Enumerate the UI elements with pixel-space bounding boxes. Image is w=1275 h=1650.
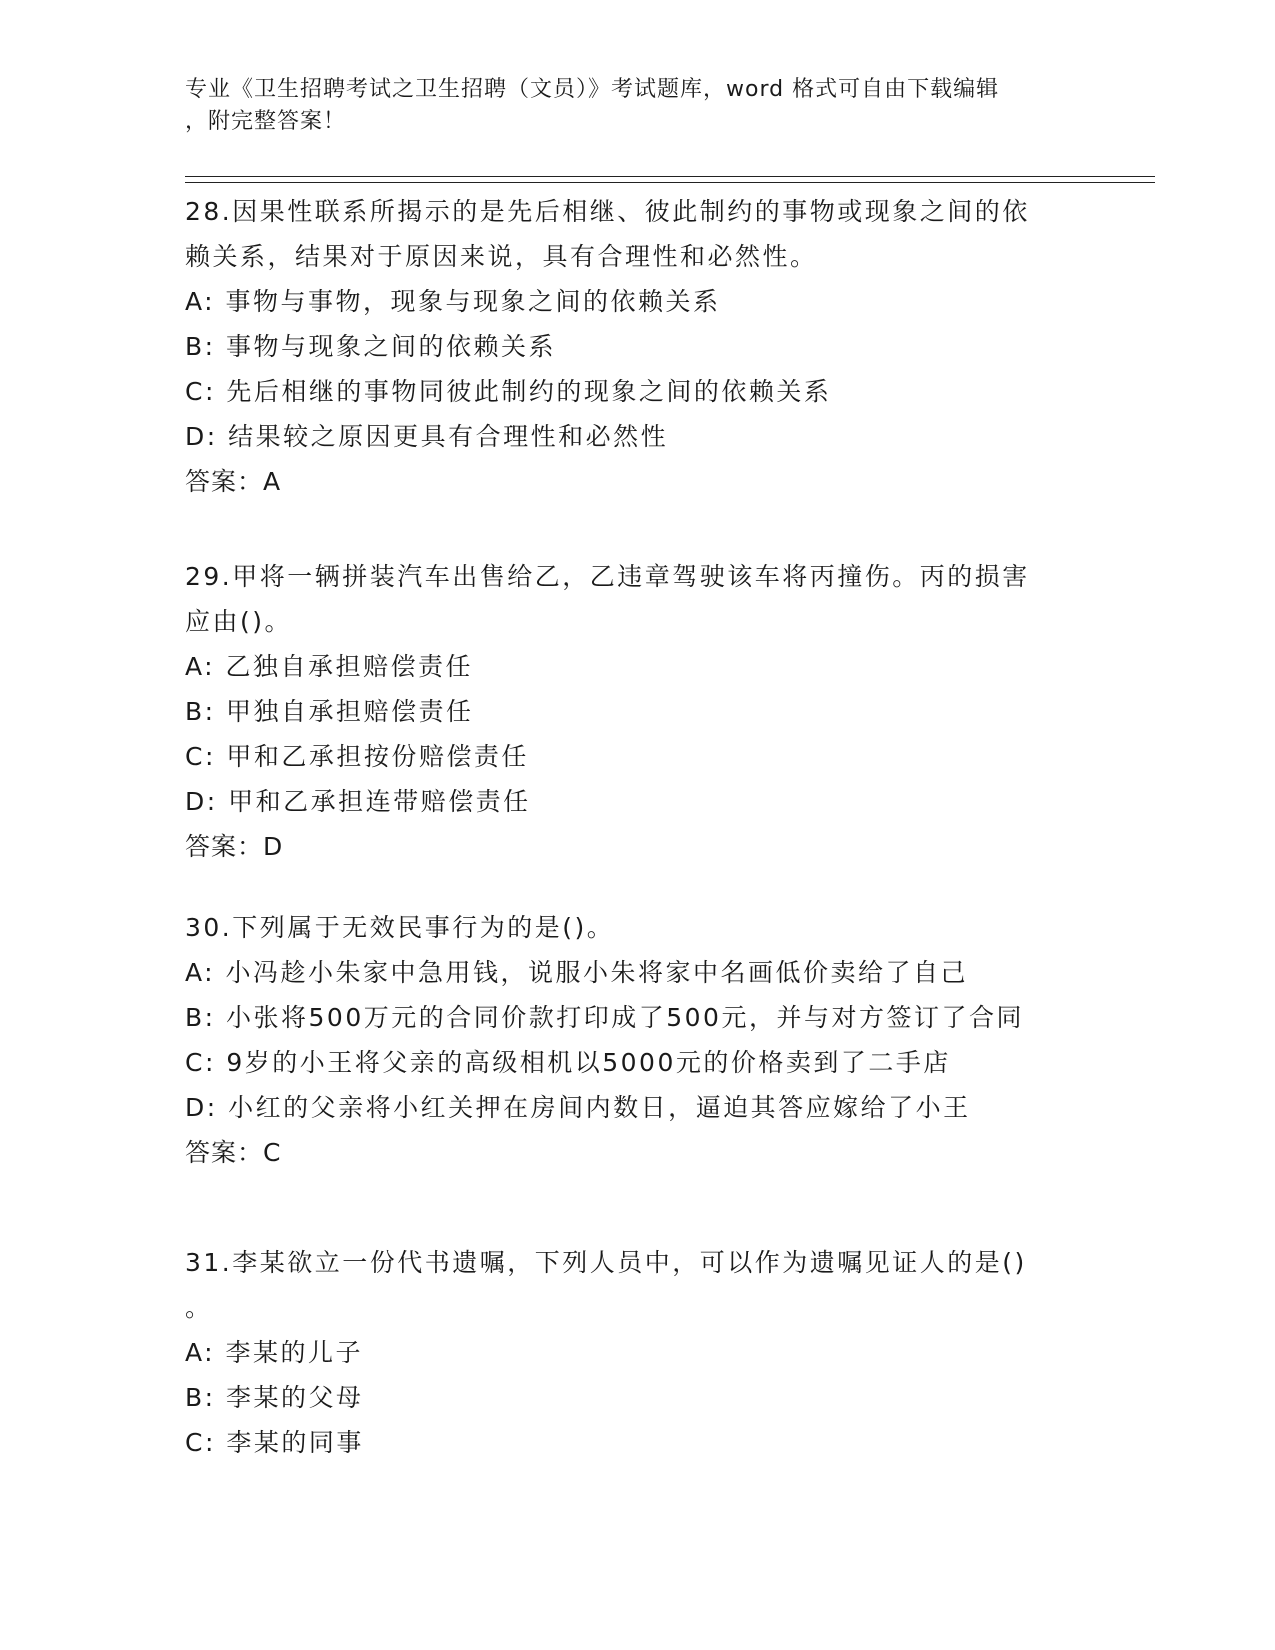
- option-a: A: 小冯趁小朱家中急用钱，说服小朱将家中名画低价卖给了自己: [185, 958, 969, 987]
- option-c: C: 甲和乙承担按份赔偿责任: [185, 742, 529, 771]
- option-b: B: 李某的父母: [185, 1383, 364, 1412]
- option-d: D: 小红的父亲将小红关押在房间内数日，逼迫其答应嫁给了小王: [185, 1093, 971, 1122]
- question-stem-line: 。: [185, 1293, 213, 1322]
- header-line-2: ，附完整答案！: [185, 109, 347, 134]
- question-stem-line: 应由()。: [185, 607, 293, 636]
- option-a: A: 事物与事物，现象与现象之间的依赖关系: [185, 287, 721, 316]
- question-stem-line: 30.下列属于无效民事行为的是()。: [185, 913, 615, 942]
- option-d: D: 结果较之原因更具有合理性和必然性: [185, 422, 669, 451]
- question-stem-line: 31.李某欲立一份代书遗嘱，下列人员中，可以作为遗嘱见证人的是(): [185, 1248, 1027, 1277]
- option-c: C: 李某的同事: [185, 1428, 364, 1457]
- option-b: B: 甲独自承担赔偿责任: [185, 697, 474, 726]
- option-a: A: 乙独自承担赔偿责任: [185, 652, 474, 681]
- question-31: [185, 1240, 1085, 1465]
- header-rule-top: [185, 176, 1155, 177]
- question-stem-line: 赖关系，结果对于原因来说，具有合理性和必然性。: [185, 242, 818, 271]
- question-28: [185, 189, 1085, 504]
- question-stem-line: 28.因果性联系所揭示的是先后相继、彼此制约的事物或现象之间的依: [185, 197, 1030, 226]
- option-a: A: 李某的儿子: [185, 1338, 364, 1367]
- question-29: [185, 554, 1085, 869]
- question-30: [185, 905, 1085, 1175]
- answer-line: 答案：A: [185, 467, 282, 496]
- header-line-1: 专业《卫生招聘考试之卫生招聘（文员）》考试题库，word 格式可自由下载编辑: [185, 77, 1000, 102]
- answer-line: 答案：C: [185, 1138, 282, 1167]
- header-rule-bottom: [185, 182, 1155, 183]
- answer-line: 答案：D: [185, 832, 284, 861]
- option-b: B: 小张将500万元的合同价款打印成了500元，并与对方签订了合同: [185, 1003, 1024, 1032]
- document-header: [185, 74, 1085, 138]
- option-d: D: 甲和乙承担连带赔偿责任: [185, 787, 531, 816]
- option-c: C: 先后相继的事物同彼此制约的现象之间的依赖关系: [185, 377, 832, 406]
- question-stem-line: 29.甲将一辆拼装汽车出售给乙，乙违章驾驶该车将丙撞伤。丙的损害: [185, 562, 1030, 591]
- option-c: C: 9岁的小王将父亲的高级相机以5000元的价格卖到了二手店: [185, 1048, 951, 1077]
- option-b: B: 事物与现象之间的依赖关系: [185, 332, 557, 361]
